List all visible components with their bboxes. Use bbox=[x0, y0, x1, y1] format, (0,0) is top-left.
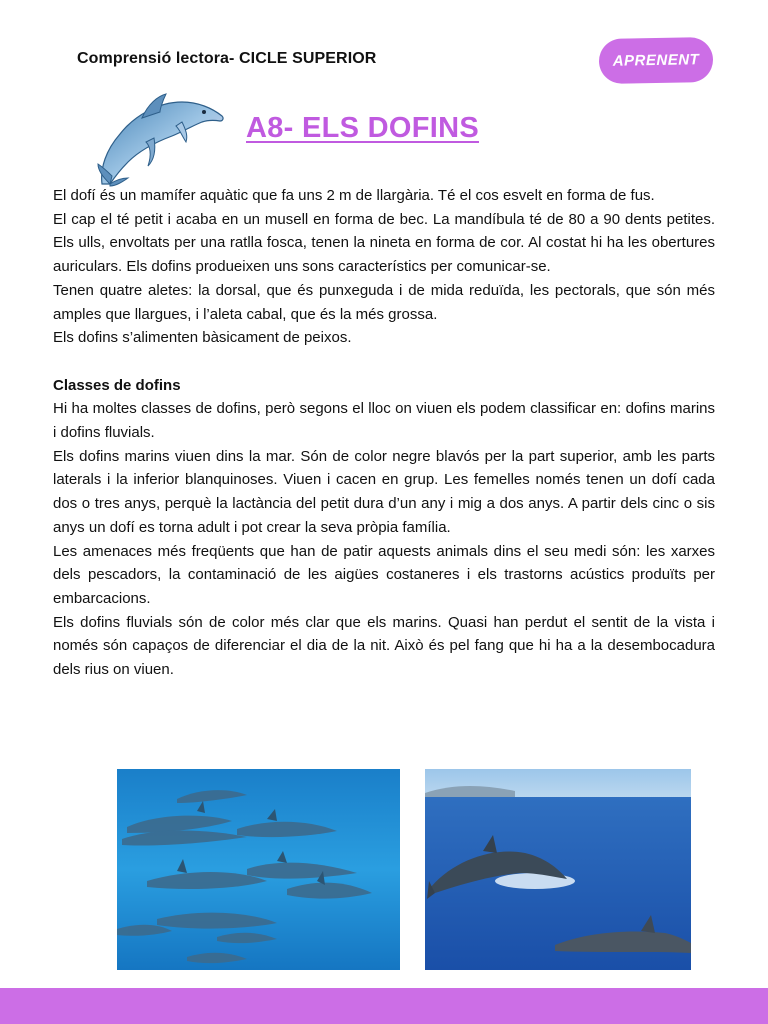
page-title: A8- ELS DOFINS bbox=[246, 112, 479, 144]
body-text bbox=[53, 184, 715, 682]
header-title: Comprensió lectora- CICLE SUPERIOR bbox=[77, 50, 377, 67]
paragraph: Les amenaces més freqüents que han de patir aquests animals dins el seu medi són: les xarxes dels pescadors, la contaminació de les aigües costaneres i els trastorns acústics produïts per embarcacions. bbox=[53, 542, 715, 607]
level-badge: APRENENT bbox=[599, 37, 714, 84]
paragraph: Els dofins s’alimenten bàsicament de peixos. bbox=[53, 329, 352, 347]
paragraph: Tenen quatre aletes: la dorsal, que és punxeguda i de mida reduïda, les pectorals, que són més amples que llargues, i l’aleta cabal, que és la més grossa. bbox=[53, 281, 715, 323]
paragraph-spacer bbox=[53, 350, 715, 374]
dolphins-jumping-photo bbox=[425, 769, 691, 970]
paragraph: Hi ha moltes classes de dofins, però segons el lloc on viuen els podem classificar en: dofins marins i dofins fluvials. bbox=[53, 400, 715, 442]
footer-bar bbox=[0, 988, 768, 1024]
paragraph: El dofí és un mamífer aquàtic que fa uns 2 m de llargària. Té el cos esvelt en forma de fus. bbox=[53, 187, 655, 204]
dolphin-pod-photo bbox=[117, 769, 400, 970]
section-heading: Classes de dofins bbox=[53, 376, 181, 394]
paragraph: El cap el té petit i acaba en un musell en forma de bec. La mandíbula té de 80 a 90 dents petites. Els ulls, envoltats per una ratlla fosca, tenen la nineta en forma de cor. Al costat hi ha les obertures auriculars. Els dofins produeixen uns sons característics per comunicar-se. bbox=[53, 210, 715, 276]
paragraph: Els dofins fluvials són de color més clar que els marins. Quasi han perdut el sentit de la vista i només són capaços de diferenciar el dia de la nit. Això és pel fang que hi ha a la desembocadura dels rius on viuen. bbox=[53, 613, 715, 679]
paragraph: Els dofins marins viuen dins la mar. Són de color negre blavós per la part superior, amb les parts laterals i la inferior blanquinoses. Viuen i cacen en grup. Les femelles només tenen un dofí cada dos o tres anys, perquè la lactància del petit dura d’un any i mig a dos anys. A partir dels cinc o sis anys un dofí es torna adult i pot crear la seva pròpia família. bbox=[53, 447, 715, 536]
dolphin-clipart-icon bbox=[96, 88, 228, 188]
